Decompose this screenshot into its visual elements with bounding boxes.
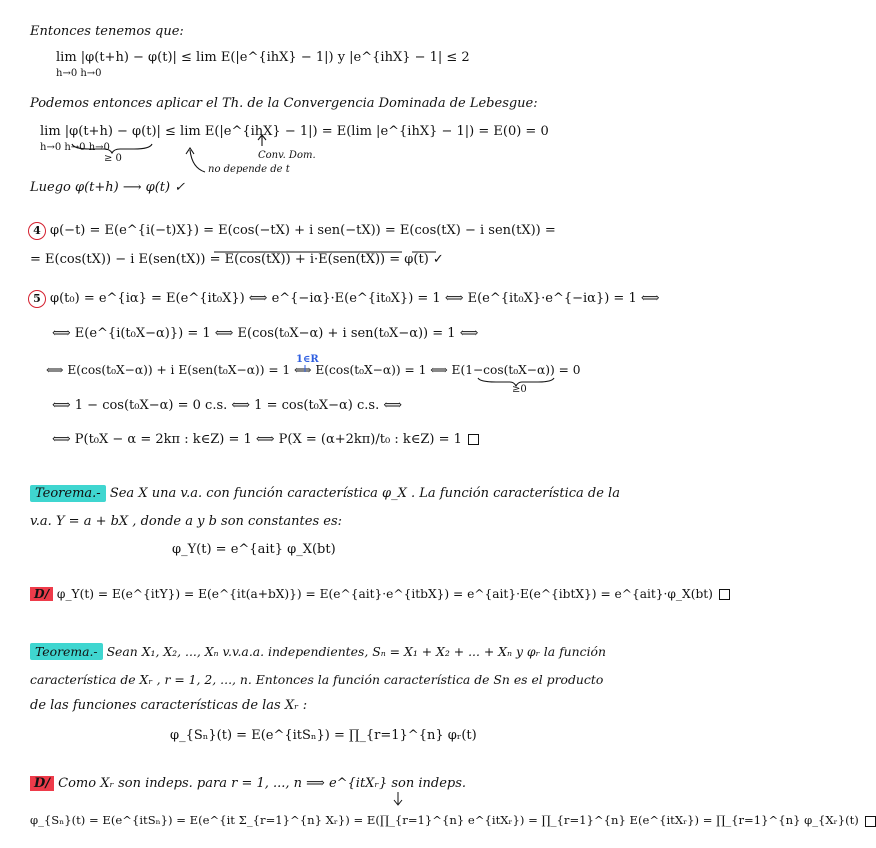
limit-subscripts: h→0 h→0 bbox=[56, 68, 102, 79]
proof-1-line: D/ φ_Y(t) = E(e^{itY}) = E(e^{it(a+bX)}) = E(e^{ait}·e^{itbX}) = e^{ait}·E(e^{ibtX}) = e^{ait}·φ_X(bt) bbox=[30, 586, 730, 602]
one-in-r-note: 1∈R bbox=[296, 354, 319, 365]
lebesgue-subscripts: h→0 h→0 h→0 bbox=[40, 142, 110, 153]
proof-2-line-1: D/ Como Xᵣ son indeps. para r = 1, ..., n ⟹ e^{itXᵣ} son indeps. bbox=[30, 776, 466, 792]
property-5-line-2: ⟺ E(e^{i(t₀X−α)}) = 1 ⟺ E(cos(t₀X−α) + i sen(t₀X−α)) = 1 ⟺ bbox=[52, 326, 479, 341]
lebesgue-line: Podemos entonces aplicar el Th. de la Convergencia Dominada de Lebesgue: bbox=[30, 96, 538, 111]
lebesgue-equation: lim |φ(t+h) − φ(t)| ≤ lim E(|e^{ihX} − 1|) = E(lim |e^{ihX} − 1|) = E(0) = 0 bbox=[40, 124, 549, 139]
property-5-line-3: ⟺ E(cos(t₀X−α)) + i E(sen(t₀X−α)) = 1 ⟺ E(cos(t₀X−α)) = 1 ⟺ E(1−cos(t₀X−α)) = 0 bbox=[46, 363, 581, 377]
theorem-2-line-2: característica de Xᵣ , r = 1, 2, ..., n. Entonces la función característica de Sn es el producto bbox=[30, 672, 604, 687]
theorem-1-line-2: v.a. Y = a + bX , donde a y b son constantes es: bbox=[30, 514, 343, 529]
theorem-label: Teorema.- bbox=[30, 485, 106, 502]
theorem-label: Teorema.- bbox=[30, 643, 103, 660]
nonneg-label: ≥ 0 bbox=[104, 153, 122, 164]
limit-inequality: lim |φ(t+h) − φ(t)| ≤ lim E(|e^{ihX} − 1|) y |e^{ihX} − 1| ≤ 2 bbox=[56, 50, 470, 65]
theorem-2-formula: φ_{Sₙ}(t) = E(e^{itSₙ}) = ∏_{r=1}^{n} φᵣ(t) bbox=[170, 728, 477, 743]
qed-square bbox=[865, 816, 876, 827]
proof-label: D/ bbox=[30, 587, 53, 601]
property-5-line-5: ⟺ P(t₀X − α = 2kπ : k∈Z) = 1 ⟺ P(X = (α+2kπ)/t₀ : k∈Z) = 1 bbox=[52, 432, 479, 448]
property-4-line-2: = E(cos(tX)) − i E(sen(tX)) = E(cos(tX)) + i·E(sen(tX)) = φ(t) ✓ bbox=[30, 252, 444, 267]
no-depende-note: no depende de t bbox=[208, 164, 290, 175]
property-4-line-1: 4 φ(−t) = E(e^{i(−t)X}) = E(cos(−tX) + i sen(−tX)) = E(cos(tX) − i sen(tX)) = bbox=[28, 222, 556, 240]
theorem-2-line-3: de las funciones características de las Xᵣ : bbox=[30, 698, 308, 713]
proof-label: D/ bbox=[30, 776, 54, 791]
conv-dom-label: Conv. Dom. bbox=[258, 150, 316, 161]
property-5-line-1: 5 φ(t₀) = e^{iα} = E(e^{it₀X}) ⟺ e^{−iα}·E(e^{it₀X}) = 1 ⟺ E(e^{it₀X}·e^{−iα}) = 1 ⟺ bbox=[28, 290, 660, 308]
item-number-5: 5 bbox=[28, 290, 46, 308]
proof-2-line-2: φ_{Sₙ}(t) = E(e^{itSₙ}) = E(e^{it Σ_{r=1}^{n} Xᵣ}) = E(∏_{r=1}^{n} e^{itXᵣ}) = ∏_{r=1}^{n} E(e^{itXᵣ}) = ∏_{r=1}^{n} φ_{Xᵣ}(t) bbox=[30, 812, 876, 828]
qed-square bbox=[468, 434, 479, 445]
nonneg-label-2: ≥0 bbox=[512, 384, 527, 395]
qed-square bbox=[719, 589, 730, 600]
conclusion-line: Luego φ(t+h) ⟶ φ(t) ✓ bbox=[30, 180, 186, 195]
theorem-1-formula: φ_Y(t) = e^{ait} φ_X(bt) bbox=[172, 542, 336, 557]
item-number-4: 4 bbox=[28, 222, 46, 240]
theorem-1-line-1: Teorema.- Sea X una v.a. con función característica φ_X . La función característica de la bbox=[30, 486, 620, 502]
intro-line: Entonces tenemos que: bbox=[30, 24, 184, 39]
property-5-line-4: ⟺ 1 − cos(t₀X−α) = 0 c.s. ⟺ 1 = cos(t₀X−α) c.s. ⟺ bbox=[52, 398, 402, 413]
theorem-2-line-1: Teorema.- Sean X₁, X₂, ..., Xₙ v.v.a.a. independientes, Sₙ = X₁ + X₂ + ... + Xₙ y φᵣ la función bbox=[30, 644, 606, 660]
